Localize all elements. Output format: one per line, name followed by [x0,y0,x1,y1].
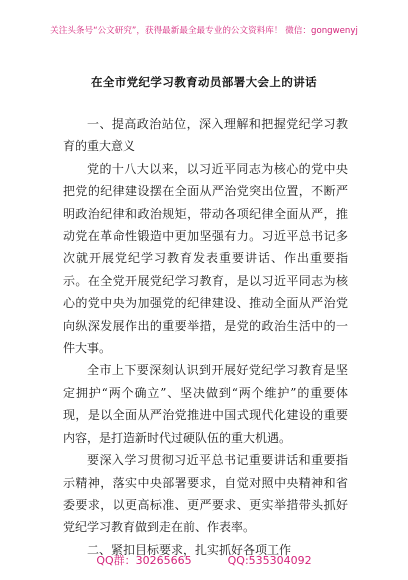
paragraph-section-one-heading: 一、提高政治站位，深入理解和把握党纪学习教育的重大意义 [63,117,348,154]
paragraph-section-two-heading: 二、紧扣目标要求，扎实抓好各项工作 [87,542,292,557]
paragraph: 全市上下要深刻认识到开展好党纪学习教育是坚定拥护“两个确立”、坚决做到“两个维护”的重要体现，是以全面从严治党推进中国式现代化建设的重要内容，是打造新时代过硬队伍的重大机遇。 [63,363,348,445]
header-note: 关注头条号“公文研究”，获得最新最全最专业的公文资料库！ 微信：gongwenyj [50,26,358,36]
footer-qq-group: QQ群：30265665 [96,554,192,567]
paragraph: 党的十八大以来，以习近平同志为核心的党中央把党的纪律建设摆在全面从严治党突出位置，不断严明政治纪律和政治规矩，带动各项纪律全面从严，推动党在革命性锻造中更加坚强有力。习近平总书记多次就开展党纪学习教育发表重要讲话、作出重要指示。在全党开展党纪学习教育，是以习近平同志为核心的党中央为加强党的纪律建设、推动全面从严治党向纵深发展作出的重要举措，是党的政治生活中的一件大事。 [63,161,348,356]
paragraph: 要深入学习贯彻习近平总书记重要讲话和重要指示精神，落实中央部署要求，自觉对照中央精神和省委要求，以更高标准、更严要求、更实举措带头抓好党纪学习教育做到走在前、作表率。 [63,453,348,535]
document-body [63,113,348,561]
page-title: 在全市党纪学习教育动员部署大会上的讲话 [90,75,318,89]
footer-qq: QQ:535304092 [227,554,312,567]
footer-contact [0,552,408,568]
